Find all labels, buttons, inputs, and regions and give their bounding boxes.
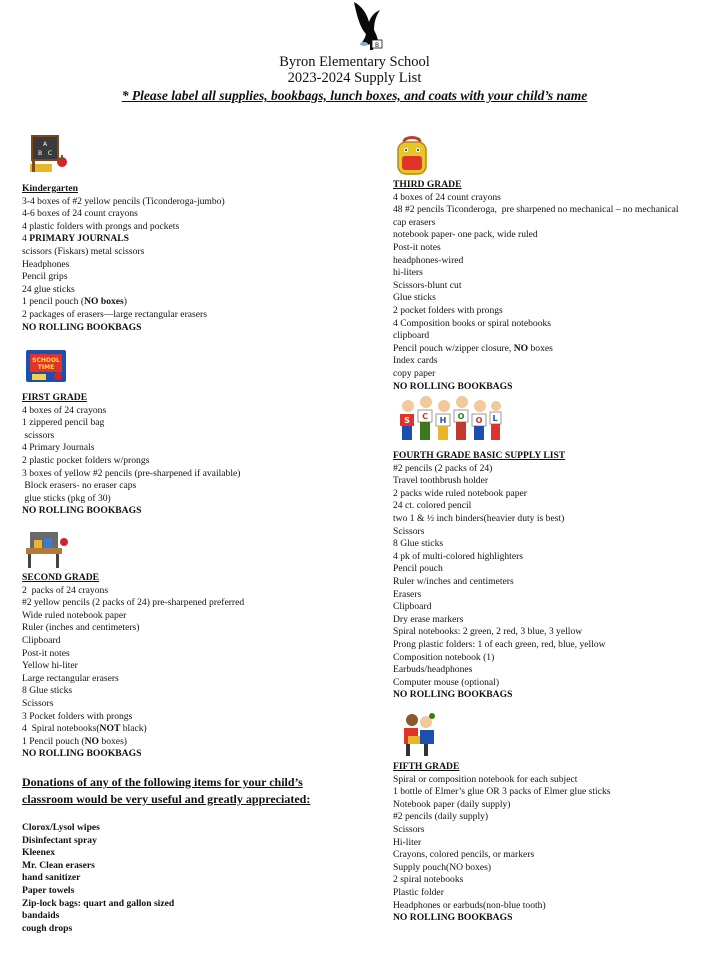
kindergarten-section: [22, 183, 225, 334]
list-item-text: black): [120, 723, 147, 735]
list-item: 4 pk of multi-colored highlighters: [393, 550, 524, 562]
fourth-grade-section: [393, 450, 606, 702]
list-item: bandaids: [22, 910, 60, 922]
list-item: cap erasers: [393, 216, 436, 228]
list-item: 2 packs of 24 crayons: [22, 584, 109, 596]
list-item: Prong plastic folders: 1 of each green, red, blue, yellow: [393, 638, 606, 650]
list-item-text: 4: [22, 233, 30, 245]
list-item: two 1 & ½ inch binders(heavier duty is best): [393, 512, 565, 524]
list-item: Paper towels: [22, 884, 75, 896]
list-item: cough drops: [22, 922, 73, 934]
list-item: 4 boxes of 24 crayons: [22, 404, 107, 416]
list-item: 2 packages of erasers—large rectangular erasers: [22, 308, 207, 320]
list-item: 2 spiral notebooks: [393, 874, 464, 886]
list-item: hi-liters: [393, 267, 423, 279]
donations-list: [22, 822, 174, 935]
no-rolling-note: NO ROLLING BOOKBAGS: [393, 689, 513, 701]
list-item: 3 Pocket folders with prongs: [22, 710, 133, 722]
list-item: Headphones: [22, 258, 70, 270]
third-grade-title: THIRD GRADE: [393, 179, 462, 190]
list-item: scissors: [22, 429, 55, 441]
list-item: 8 Glue sticks: [22, 685, 73, 697]
list-item: Pencil grips: [22, 271, 68, 283]
fifth-grade-title: FIFTH GRADE: [393, 761, 460, 772]
list-item: Headphones or earbuds(non-blue tooth): [393, 899, 546, 911]
list-item: 4 boxes of 24 count crayons: [393, 191, 501, 203]
list-item: 4-6 boxes of 24 count crayons: [22, 208, 138, 220]
list-item: 4 Composition books or spiral notebooks: [393, 317, 552, 329]
svg-text:H: H: [439, 416, 447, 425]
svg-text:S: S: [404, 416, 410, 425]
svg-text:B: B: [374, 42, 380, 49]
list-item: [22, 296, 225, 309]
list-item: Travel toothbrush holder: [393, 475, 489, 487]
list-item: 3-4 boxes of #2 yellow pencils (Ticonderoga-jumbo): [22, 195, 225, 207]
list-item: Spiral or composition notebook for each subject: [393, 773, 578, 785]
svg-text:C: C: [422, 412, 428, 421]
list-item-emphasis: NO: [84, 735, 100, 747]
list-item: Plastic folder: [393, 886, 444, 898]
fourth-grade-title: FOURTH GRADE BASIC SUPPLY LIST: [393, 450, 566, 461]
list-item: #2 pencils (daily supply): [393, 811, 489, 823]
page-header: [0, 54, 709, 105]
list-item: Clipboard: [393, 601, 432, 613]
list-item: Clipboard: [22, 634, 61, 646]
list-item: Block erasers- no eraser caps: [22, 480, 137, 492]
svg-text:L: L: [492, 414, 498, 423]
svg-text:B: B: [37, 150, 43, 157]
list-item: glue sticks (pkg of 30): [22, 492, 111, 504]
kindergarten-title: Kindergarten: [22, 183, 78, 194]
list-item-text: Pencil pouch w/zipper closure,: [393, 342, 514, 354]
list-item: Post-it notes: [393, 241, 441, 253]
no-rolling-note: NO ROLLING BOOKBAGS: [22, 321, 142, 333]
list-item: Composition notebook (1): [393, 651, 495, 663]
list-item: scissors (Fiskars) metal scissors: [22, 245, 145, 257]
svg-text:O: O: [475, 416, 483, 425]
list-item: Disinfectant spray: [22, 834, 97, 846]
list-item: 24 ct. colored pencil: [393, 500, 472, 512]
list-item: Scissors-blunt cut: [393, 279, 462, 291]
list-item: Dry erase markers: [393, 613, 464, 625]
list-item: [22, 233, 225, 246]
list-item: 3 boxes of yellow #2 pencils (pre-sharpened if available): [22, 467, 241, 479]
list-item: Mr. Clean erasers: [22, 859, 95, 871]
list-item: [22, 723, 244, 736]
no-rolling-note: NO ROLLING BOOKBAGS: [22, 505, 142, 517]
no-rolling-note: NO ROLLING BOOKBAGS: [393, 380, 513, 392]
list-item: 2 packs wide ruled notebook paper: [393, 487, 528, 499]
list-item: headphones-wired: [393, 254, 464, 266]
list-item: Zip-lock bags: quart and gallon sized: [22, 897, 175, 909]
list-item-text: ): [123, 296, 127, 308]
backpack-icon: [394, 134, 430, 176]
list-item: Ruler w/inches and centimeters: [393, 575, 514, 587]
back-to-school-sign-icon: [24, 348, 68, 384]
list-item-text: boxes): [99, 735, 127, 747]
list-item: 2 plastic pocket folders w/prongs: [22, 454, 150, 466]
list-item: Yellow hi-liter: [22, 660, 78, 672]
list-item-emphasis: NO: [513, 342, 529, 354]
list-item: Notebook paper (daily supply): [393, 798, 511, 810]
svg-text:SCHOOL: SCHOOL: [32, 357, 60, 364]
fifth-grade-section: [393, 761, 611, 925]
first-grade-section: [22, 392, 240, 518]
list-item: [22, 736, 244, 749]
kids-holding-school-letters-icon: [398, 396, 502, 444]
list-item-text: boxes: [528, 342, 553, 354]
year-title: 2023-2024 Supply List: [287, 70, 422, 86]
list-item: Index cards: [393, 355, 438, 367]
list-item: 48 #2 pencils Ticonderoga, pre sharpened no mechanical – no mechanical: [393, 204, 679, 216]
list-item: 4 Primary Journals: [22, 442, 95, 454]
list-item: [393, 343, 679, 356]
list-item: notebook paper- one pack, wide ruled: [393, 229, 538, 241]
list-item: 8 Glue sticks: [393, 538, 444, 550]
list-item-text: 1 pencil pouch (: [22, 296, 85, 308]
chalkboard-abc-icon: [26, 134, 70, 174]
list-item-emphasis: PRIMARY JOURNALS: [29, 233, 129, 245]
school-desk-icon: [24, 528, 70, 570]
list-item: copy paper: [393, 367, 436, 379]
kids-with-books-icon: [398, 712, 438, 758]
list-item: Scissors: [393, 525, 425, 537]
school-name: Byron Elementary School: [279, 54, 430, 70]
first-grade-title: FIRST GRADE: [22, 392, 88, 403]
label-note: * Please label all supplies, bookbags, lunch boxes, and coats with your child’s name: [121, 88, 588, 103]
donations-title: Donations of any of the following items for your child’s classroom would be very useful and greatly appreciated:: [22, 775, 311, 806]
no-rolling-note: NO ROLLING BOOKBAGS: [22, 748, 142, 760]
list-item: Computer mouse (optional): [393, 676, 500, 688]
list-item: Post-it notes: [22, 647, 70, 659]
list-item: Large rectangular erasers: [22, 672, 119, 684]
svg-text:A: A: [42, 141, 48, 148]
list-item: Scissors: [393, 823, 425, 835]
list-item: #2 yellow pencils (2 packs of 24) pre-sharpened preferred: [22, 597, 245, 609]
list-item-text: 4 Spiral notebooks(: [22, 723, 100, 735]
list-item: 4 plastic folders with prongs and pockets: [22, 220, 180, 232]
list-item: 2 pocket folders with prongs: [393, 304, 503, 316]
list-item: Crayons, colored pencils, or markers: [393, 849, 535, 861]
list-item: Clorox/Lysol wipes: [22, 822, 100, 833]
list-item: 1 zippered pencil bag: [22, 417, 105, 429]
list-item-emphasis: NOT: [99, 723, 121, 735]
no-rolling-note: NO ROLLING BOOKBAGS: [393, 912, 513, 924]
list-item: Wide ruled notebook paper: [22, 609, 127, 621]
list-item: Hi-liter: [393, 836, 422, 848]
svg-text:O: O: [457, 412, 465, 421]
list-item-emphasis: NO boxes: [84, 296, 124, 308]
svg-text:TIME: TIME: [37, 364, 55, 371]
list-item-text: 1 Pencil pouch (: [22, 735, 85, 747]
list-item: Erasers: [393, 588, 422, 600]
list-item: Kleenex: [22, 847, 56, 859]
list-item: Glue sticks: [393, 292, 436, 304]
list-item: #2 pencils (2 packs of 24): [393, 462, 493, 474]
list-item: Ruler (inches and centimeters): [22, 622, 140, 634]
list-item: Earbuds/headphones: [393, 664, 473, 676]
list-item: clipboard: [393, 330, 430, 342]
eagle-logo-icon: [340, 0, 392, 52]
second-grade-title: SECOND GRADE: [22, 572, 100, 583]
list-item: Pencil pouch: [393, 563, 443, 575]
list-item: Spiral notebooks: 2 green, 2 red, 3 blue, 3 yellow: [393, 626, 583, 638]
list-item: hand sanitizer: [22, 872, 81, 884]
list-item: 24 glue sticks: [22, 283, 75, 295]
list-item: 1 bottle of Elmer’s glue OR 3 packs of Elmer glue sticks: [393, 786, 611, 798]
svg-text:C: C: [47, 150, 53, 157]
third-grade-section: [393, 179, 679, 393]
list-item: Supply pouch(NO boxes): [393, 861, 492, 873]
list-item: Scissors: [22, 697, 54, 709]
second-grade-section: [22, 572, 244, 761]
